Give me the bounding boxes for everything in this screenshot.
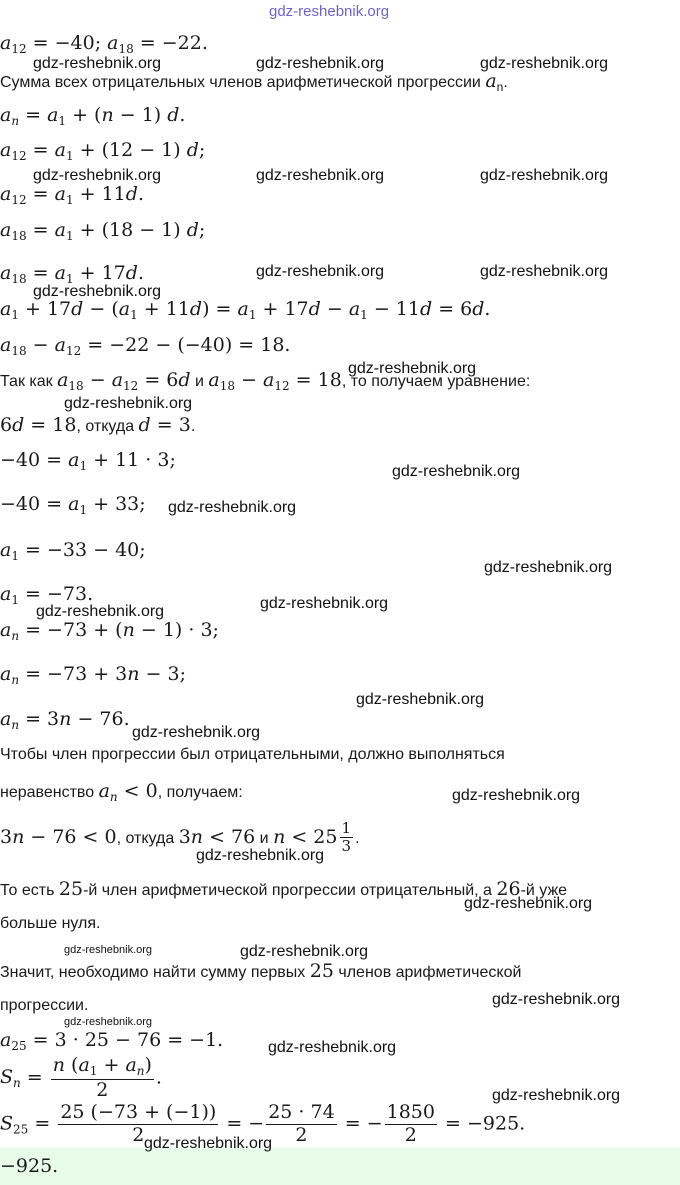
watermark: gdz-reshebnik.org [256,55,385,72]
line-a1-eq: $-40 = a_1 + 11 \cdot 3$; [0,449,176,473]
watermark: gdz-reshebnik.org [484,559,613,576]
line-inequality-intro: неравенство $a_n < 0$, получаем: [0,780,243,804]
watermark: gdz-reshebnik.org [64,395,193,412]
line-an-expr2: $a_n = -73 + 3n - 3$; [0,663,186,687]
watermark: gdz-reshebnik.org [256,263,385,280]
line-difference-expr: $a_1 + 17d - (a_1 + 11d) = a_1 + 17d - a_1 - 11d = 6d$. [0,298,491,322]
line-a18-simplified: $a_{18} = a_1 + 17d$. [0,262,144,286]
line-sum-value: $S_{25}$ = $\frac{25 (-73 + (-1))}{2}$ = − $\frac{25 \cdot 74}{2}$ = − $\frac{1850}{2}$ = −925. [0,1101,526,1146]
answer-value: −925. [0,1155,59,1177]
line-inequality-solution: 3n − 76 < 0, откуда 3n < 76 и n < 25 $\frac{1}{3}$ . [0,819,360,856]
line-equation-intro: Так как $a_{18} - a_{12} = 6d$ и $a_{18} - a_{12} = 18$, то получаем уравнение: [0,369,531,393]
watermark: gdz-reshebnik.org [36,603,165,620]
watermark: gdz-reshebnik.org [33,283,162,300]
watermark: gdz-reshebnik.org [464,895,593,912]
watermark: gdz-reshebnik.org [33,55,162,72]
watermark: gdz-reshebnik.org [144,1135,273,1152]
line-a12-simplified: $a_{12} = a_1 + 11d$. [0,183,144,207]
watermark: gdz-reshebnik.org [348,360,477,377]
line-a12-expr: $a_{12} = a_1 + (12 - 1)$ d; [0,139,206,163]
line-an-expr: $a_n = -73 + (n - 1) \cdot 3$; [0,619,219,643]
watermark: gdz-reshebnik.org [260,595,389,612]
line-conclusion: То есть 25-й член арифметической прогрессии отрицательный, а 26-й уже [0,878,568,900]
site-header[interactable]: gdz-reshebnik.org [269,3,390,20]
line-conclusion-end: больше нуля. [0,915,101,932]
watermark: gdz-reshebnik.org [33,167,162,184]
line-a18-expr: $a_{18} = a_1 + (18 - 1)$ d; [0,219,206,243]
line-sum-intro: Значит, необходимо найти сумму первых 25 членов арифметической [0,960,522,982]
watermark: gdz-reshebnik.org [392,463,521,480]
line-a25: $a_{25} = 3 \cdot 25 - 76 = -1$. [0,1029,224,1053]
line-task: Сумма всех отрицательных членов арифметической прогрессии $a_n$. [0,70,508,94]
watermark: gdz-reshebnik.org [240,943,369,960]
watermark: gdz-reshebnik.org [168,499,297,516]
watermark: gdz-reshebnik.org [268,1039,397,1056]
line-condition: Чтобы член прогрессии был отрицательными, должно выполняться [0,746,505,763]
line-sum-intro-end: прогрессии. [0,997,89,1014]
watermark: gdz-reshebnik.org [492,991,621,1008]
watermark: gdz-reshebnik.org [480,55,609,72]
line-a1-value: $a_1 = -73$. [0,583,94,607]
watermark: gdz-reshebnik.org [452,787,581,804]
line-an-final: $a_n = 3n - 76$. [0,708,130,732]
line-sum-formula: $S_n$ = $\frac{n (a_1 + a_n)}{2}$ . [0,1054,162,1101]
watermark: gdz-reshebnik.org [196,847,325,864]
answer-box [0,1148,680,1185]
watermark: gdz-reshebnik.org [356,691,485,708]
line-a1-eq3: $a_1 = -33 - 40$; [0,539,146,563]
watermark: gdz-reshebnik.org [64,1016,153,1028]
line-d-value: 6d = 18, откуда d = 3. [0,414,196,436]
watermark: gdz-reshebnik.org [480,167,609,184]
watermark: gdz-reshebnik.org [256,167,385,184]
line-formula-an: $a_n = a_1 + (n - 1)$ d. [0,104,186,128]
line-given: $a_{12} = -40$; $a_{18} = -22$. [0,32,208,56]
watermark: gdz-reshebnik.org [492,1087,621,1104]
line-a1-eq2: $-40 = a_1 + 33$; [0,493,146,517]
watermark: gdz-reshebnik.org [480,263,609,280]
watermark: gdz-reshebnik.org [132,724,261,741]
line-difference-value: $a_{18} - a_{12} = -22 - (-40) = 18$. [0,334,291,358]
watermark: gdz-reshebnik.org [64,944,153,956]
